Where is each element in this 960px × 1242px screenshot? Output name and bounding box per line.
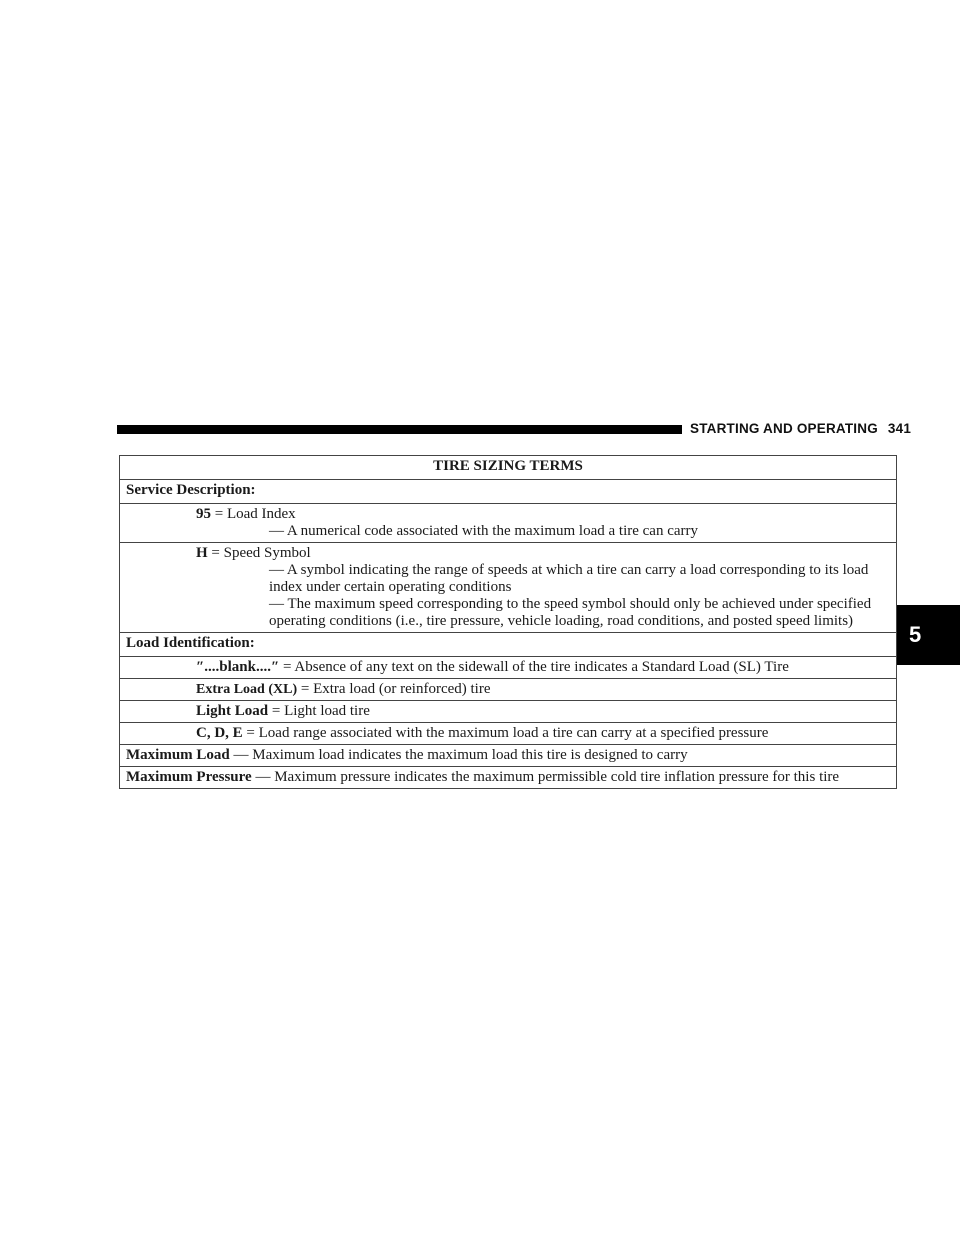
- tire-sizing-terms-table: [119, 455, 897, 789]
- table-row: [120, 701, 897, 723]
- definition-extra-load: = Extra load (or reinforced) tire: [300, 681, 491, 697]
- table-row: [120, 657, 897, 679]
- header-rule: [117, 425, 682, 434]
- table-row: [120, 767, 897, 789]
- term-blank: ″....blank....″: [196, 659, 280, 675]
- note-speed-symbol-range: — A symbol indicating the range of speeds at which a tire can carry a load corresponding to its load index under certain operating conditions: [269, 562, 869, 595]
- term-maximum-load: Maximum Load: [126, 747, 230, 763]
- running-header: [690, 421, 911, 437]
- term-maximum-pressure: Maximum Pressure: [126, 769, 252, 785]
- term-extra-load: Extra Load (XL): [196, 682, 298, 697]
- chapter-tab: 5: [897, 605, 960, 665]
- definition-speed-symbol: = Speed Symbol: [211, 545, 311, 561]
- definition-light-load: = Light load tire: [271, 703, 370, 719]
- section-title: STARTING AND OPERATING: [690, 421, 878, 436]
- table-row: [120, 723, 897, 745]
- table-row: [120, 679, 897, 701]
- term-light-load: Light Load: [196, 703, 269, 719]
- definition-load-range: = Load range associated with the maximum load a tire can carry at a specified pressure: [246, 725, 769, 741]
- definition-maximum-pressure: — Maximum pressure indicates the maximum permissible cold tire inflation pressure for this tire: [255, 769, 840, 785]
- section-label-load-identification: Load Identification:: [120, 633, 897, 657]
- table-row: [120, 745, 897, 767]
- definition-blank: = Absence of any text on the sidewall of the tire indicates a Standard Load (SL) Tire: [283, 659, 789, 675]
- note-load-index: — A numerical code associated with the maximum load a tire can carry: [269, 523, 699, 539]
- definition-maximum-load: — Maximum load indicates the maximum load this tire is designed to carry: [233, 747, 688, 763]
- page-number: 341: [887, 421, 912, 436]
- definition-load-index: = Load Index: [214, 506, 296, 522]
- term-load-index: 95: [196, 506, 211, 522]
- table-title: TIRE SIZING TERMS: [120, 456, 897, 480]
- table-row: [120, 504, 897, 543]
- term-load-range: C, D, E: [196, 725, 243, 741]
- term-speed-symbol: H: [196, 545, 208, 561]
- note-speed-symbol-max: — The maximum speed corresponding to the speed symbol should only be achieved under specified operating conditions (i.e., tire pressure, vehicle loading, road conditions, and posted speed limits): [269, 596, 872, 629]
- section-label-service-description: Service Description:: [120, 480, 897, 504]
- table-row: [120, 543, 897, 633]
